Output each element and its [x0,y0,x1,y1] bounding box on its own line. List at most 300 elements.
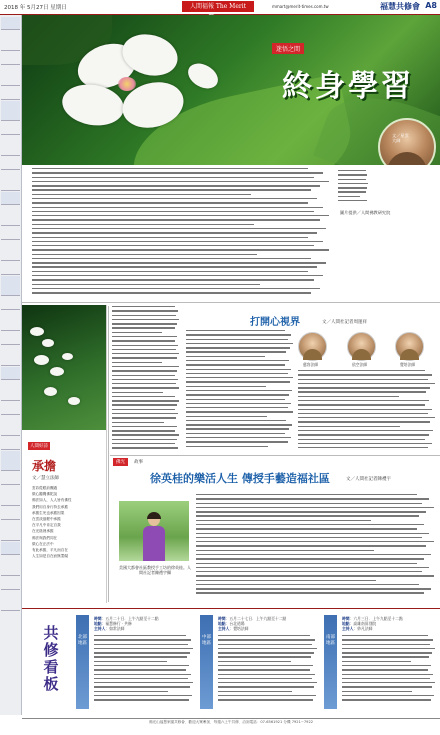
text-line [94,639,191,640]
ad-block [1,472,20,485]
ad-block [1,101,20,121]
text-line [112,413,178,414]
text-line [112,417,176,418]
ad-block [1,66,20,86]
text-line [196,515,419,516]
event-venue: 高雄南屏別院 [353,620,377,626]
text-line [342,695,434,696]
text-line [112,332,162,333]
text-line [186,446,268,447]
text-line [218,639,315,640]
text-line [218,699,313,700]
text-line [186,411,293,412]
poem-line: 有此承擔，平凡而自在 [32,548,68,553]
ad-block [1,486,20,506]
flower-petal [34,355,49,365]
ad-block [1,52,20,65]
text-line [196,524,424,525]
text-line [196,503,422,504]
text-line [298,379,428,380]
poem-line: 佛法如人，人人皆有佛性 [32,498,72,503]
text-line [218,661,291,662]
poem-author: 文／慧立法師 [32,476,59,481]
text-line [218,635,310,636]
text-line [94,656,187,657]
event-venue: 福慧修行 ‧ 共修 [105,620,132,626]
text-line [342,669,428,670]
ad-block [1,416,20,436]
classified-ads-strip [0,15,22,715]
ad-block [1,381,20,401]
flower-petal [68,397,80,405]
section-author: 文／人間社記者周運祥 [322,320,367,325]
time-label: 時間 [218,616,226,621]
ad-block [1,297,20,310]
text-line [298,426,400,427]
text-line [112,349,176,350]
flower-petal [50,367,64,376]
text-line [112,315,176,316]
text-line [186,407,288,408]
text-line [196,575,434,576]
article-body [338,170,368,205]
text-line [298,404,425,405]
ad-block [1,311,20,331]
text-line [32,207,323,208]
text-line [112,306,175,307]
poem-line: 在雲淡風輕中承擔 [32,517,61,522]
text-line [342,635,428,636]
text-line [94,674,191,675]
text-line [342,656,429,657]
flower-petal [44,387,57,396]
text-line [186,360,289,361]
divider [110,455,440,456]
bulletin-column [324,615,438,709]
text-line [186,441,288,442]
text-line [196,494,417,495]
person-name: 依空法師 [352,362,368,367]
flower-center [118,77,136,91]
flower-photo [22,305,106,430]
text-line [218,686,314,687]
text-line [186,420,286,421]
bulletin-column [76,615,196,709]
ad-block [1,451,20,471]
text-line [218,644,312,645]
ad-block [1,591,20,611]
ad-block [1,171,20,191]
text-line [342,652,432,653]
text-line [342,661,411,662]
text-line [186,386,266,387]
text-line [196,592,424,593]
text-line [112,443,175,444]
text-line [112,366,179,367]
text-line [112,447,178,448]
article-body [112,306,180,454]
ad-block [1,577,20,590]
text-line [112,340,175,341]
person-photo [347,332,376,361]
text-line [186,428,289,429]
text-line [32,168,308,169]
text-line [186,334,291,335]
venue-label: 地點 [218,620,226,626]
article-body [298,370,436,454]
poem-line: 在平凡中肯定自我 [32,523,61,528]
text-line [112,327,175,328]
text-line [298,383,435,384]
text-line [94,665,189,666]
story-tag-label: 故事 [134,460,143,465]
event-host: 覺培法師 [233,625,249,631]
text-line [186,339,288,340]
text-line [112,362,162,363]
newspaper-logo: 人間福報 The Merit [182,1,254,12]
poem-line: 微心聽聞佛陀說 [32,492,58,497]
text-line [112,396,175,397]
text-line [342,678,430,679]
event-info: 時間：六月三日．上午九點至十二點 地點：高雄南屏別院 主持人：妙凡法師 [342,616,403,631]
ad-block [1,402,20,415]
ad-block [1,367,20,380]
text-line [218,682,317,683]
page-number: A8 [425,1,437,10]
text-line [94,682,193,683]
poem-line: 佛法與我們同在 [32,535,58,540]
divider [22,302,440,303]
text-line [112,439,177,440]
text-line [196,554,431,555]
bulletin-title: 共修看板 [43,624,59,693]
poem-lines [32,485,102,559]
text-line [32,228,326,229]
text-line [196,584,419,585]
ad-block [1,521,20,541]
text-line [32,224,254,225]
text-line [94,691,168,692]
venue-label: 地點 [342,620,350,626]
text-line [218,652,314,653]
issue-date: 2018 年 5月27日 星期日 [4,5,67,11]
text-line [94,644,188,645]
divider [108,306,109,602]
text-line [32,288,320,289]
text-line [32,194,251,195]
ad-block [1,206,20,226]
time-label: 時間 [94,616,102,621]
text-line [298,409,432,410]
text-line [32,172,323,173]
text-line [32,279,314,280]
text-line [186,347,290,348]
text-line [338,200,367,201]
text-line [186,351,286,352]
host-label: 主持人 [342,625,354,631]
text-line [338,187,367,188]
poem-line: 雲彩從眼前飄過 [32,486,58,490]
ad-block [1,276,20,296]
text-line [32,292,311,293]
ad-block [1,136,20,156]
region-band: 南部地區 [324,615,337,709]
text-line [196,520,371,521]
text-line [196,550,374,551]
text-line [32,241,323,242]
ad-block [1,241,20,261]
flower-petal [30,327,44,336]
text-line [186,399,285,400]
text-line [32,232,317,233]
text-line [186,373,288,374]
story-tag: 佛光 [113,458,128,466]
text-line [32,284,260,285]
text-line [218,656,311,657]
text-line [342,691,412,692]
text-line [32,185,320,186]
text-line [218,691,292,692]
text-line [94,635,186,636]
text-line [342,639,433,640]
event-time: 五月二十日．上午九點至十二點 [105,616,159,621]
text-line [32,258,311,259]
text-line [342,644,430,645]
text-line [196,571,422,572]
article-body [186,330,294,454]
text-line [112,426,177,427]
poem-line: 人生如是自在而無罣礙 [32,554,68,559]
text-line [112,336,177,337]
text-line [298,387,430,388]
text-line [186,364,285,365]
text-line [186,330,285,331]
text-line [112,319,179,320]
text-line [218,678,312,679]
text-line [94,678,188,679]
event-host: 如常法師 [109,625,125,631]
text-line [112,383,176,384]
text-line [196,528,417,529]
person-name: 覺培法師 [400,362,416,367]
text-line [338,170,366,171]
text-line [112,404,177,405]
event-venue: 台北道場 [229,620,245,626]
text-line [186,390,292,391]
poem-line: 微心在正法中 [32,541,54,546]
text-line [32,237,308,238]
text-line [186,394,289,395]
text-line [112,310,178,311]
text-line [186,433,285,434]
text-line [112,379,178,380]
person-name: 慈容法師 [303,362,319,367]
text-line [32,254,257,255]
photo-caption: 美國大都會社區教授手工坊的徐英桂。人間社記者陳禮宇攝 [119,565,191,575]
text-line [32,249,329,250]
flower-petal [42,339,54,347]
text-line [32,266,317,267]
ad-block [1,507,20,520]
host-label: 主持人 [94,625,106,631]
text-line [186,343,293,344]
host-label: 主持人 [218,625,230,631]
ad-block [1,346,20,366]
poem-line: 承擔生死也承擔因果 [32,510,65,515]
region-band: 中部地區 [200,615,213,709]
text-line [196,588,431,589]
text-line [32,211,314,212]
text-line [196,545,426,546]
hero-banner [22,15,440,165]
text-line [298,421,430,422]
text-line [298,430,433,431]
text-line [196,498,429,499]
event-info: 時間：五月二十七日．上午九點至十二點 地點：台北道場 主持人：覺培法師 [218,616,287,631]
event-info: 時間：五月二十日．上午九點至十二點 地點：福慧修行 ‧ 共修 主持人：如常法師 [94,616,159,631]
flower-petal [62,353,73,360]
text-line [196,507,434,508]
text-line [32,189,311,190]
text-line [298,417,435,418]
text-line [342,682,435,683]
text-line [342,699,431,700]
text-line [32,215,329,216]
ad-block [1,87,20,100]
text-line [298,413,428,414]
text-line [298,447,428,448]
time-label: 時間 [342,616,350,621]
ad-block [1,262,20,275]
poem-line: 我們用自身行持去承擔 [32,504,68,509]
person-photo [298,332,327,361]
text-line [112,400,179,401]
event-time: 五月二十七日．上午九點至十二點 [229,616,287,621]
ad-block [1,122,20,135]
person-figure [143,513,165,561]
text-line [32,181,329,182]
text-line [298,391,426,392]
text-line [196,533,429,534]
ad-block [1,192,20,205]
text-line [32,219,320,220]
text-line [218,695,316,696]
text-line [94,669,186,670]
text-line [196,511,426,512]
text-line [196,558,424,559]
ad-block [1,437,20,450]
text-line [112,370,177,371]
text-line [338,183,368,184]
event-details [94,635,194,705]
text-line [196,563,417,564]
story-photo [119,501,189,561]
bulletin-column [200,615,320,709]
text-line [94,652,190,653]
text-line [112,422,164,423]
event-details [218,635,318,705]
text-line [32,198,317,199]
text-line [94,686,190,687]
text-line [196,541,434,542]
text-line [186,437,291,438]
section-name: 福慧共修會 [380,2,420,11]
text-line [342,686,432,687]
text-line [112,387,179,388]
event-time: 六月三日．上午九點至十二點 [353,616,403,621]
text-line [112,409,175,410]
poem-title: 承擔 [32,459,57,473]
page-header [0,0,440,15]
column-tag: 迷悟之間 [272,43,304,54]
text-line [32,262,326,263]
section-title: 打開心視界 [250,317,300,328]
page-footer: 佛光山福慧家園共修會．歡迎大眾參加．每週六上午共修．洽詢電話：07-6561921 分機 7921~7922 [22,718,440,733]
text-line [32,177,314,178]
ad-block [1,31,20,51]
text-line [196,537,422,538]
text-line [112,434,179,435]
text-line [298,374,432,375]
text-line [218,669,310,670]
text-line [112,353,179,354]
text-line [218,648,317,649]
ad-block [1,157,20,170]
text-line [186,416,267,417]
text-line [112,345,178,346]
text-line [342,648,435,649]
text-line [32,275,323,276]
bulletin-board [22,608,440,716]
text-line [298,443,432,444]
event-host: 妙凡法師 [357,625,373,631]
text-line [186,377,293,378]
text-line [196,580,376,581]
text-line [112,357,177,358]
text-line [298,370,425,371]
text-line [94,699,189,700]
text-line [186,403,291,404]
photo-credit: 圖片提供／人間佛教研究院 [340,210,391,215]
venue-label: 地點 [94,620,102,626]
poem-section [22,305,107,603]
text-line [112,323,177,324]
ad-block [1,17,20,30]
text-line [32,271,308,272]
article-body [196,494,436,600]
text-line [112,430,175,431]
ad-block [1,227,20,240]
text-line [186,356,265,357]
article-title: 終身學習 [282,69,414,104]
text-line [32,245,314,246]
contact-email: mmart@merit-times.com.tw [272,4,329,9]
text-line [338,191,366,192]
ad-block [1,542,20,555]
poem-line: 在光陰裡承擔 [32,529,54,534]
text-line [94,648,193,649]
text-line [186,369,291,370]
text-line [338,196,360,197]
text-line [186,424,292,425]
person-photo [395,332,424,361]
story-author: 文／人間社記者陳禮宇 [346,477,391,482]
flower-petal [59,80,127,130]
region-band: 北部地區 [76,615,89,709]
flower-petal [184,58,223,93]
text-line [298,396,399,397]
text-line [112,375,175,376]
